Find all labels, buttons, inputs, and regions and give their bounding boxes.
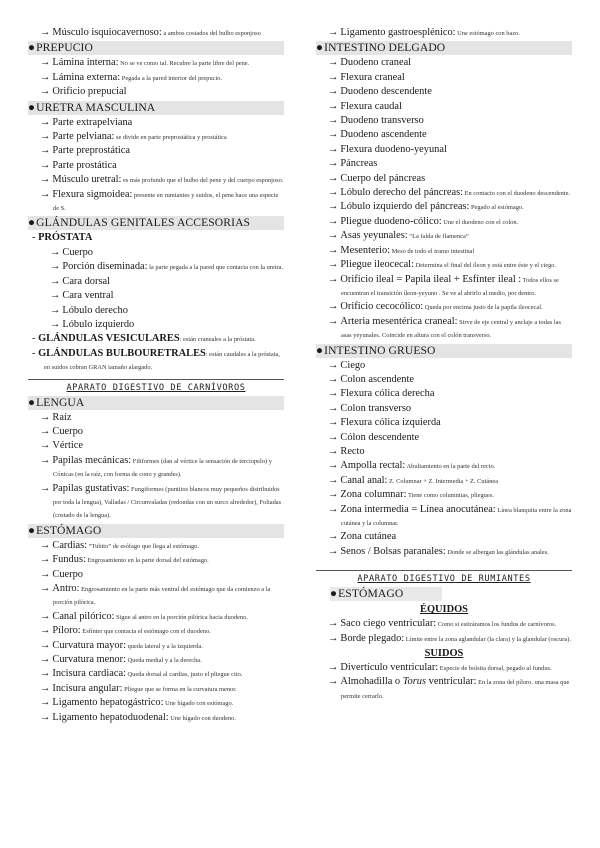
list-item (40, 610, 284, 623)
list-item (40, 411, 284, 424)
list-item (40, 173, 284, 186)
item-term: Flexura cólica izquierda (340, 417, 441, 429)
item-term: Páncreas (340, 158, 378, 170)
item-term: Flexura caudal (340, 100, 402, 112)
left-column (28, 26, 284, 725)
arrow-icon: → (328, 187, 339, 199)
item-term: Incisura angular: (52, 682, 123, 694)
list-item (40, 553, 284, 566)
arrow-icon: → (328, 129, 339, 141)
prepucio-list (28, 56, 284, 98)
list-item (50, 304, 284, 317)
arrow-icon: → (328, 143, 339, 155)
arrow-icon: → (50, 246, 61, 258)
section-header-estomago-rumiantes: ●ESTÓMAGO (330, 587, 442, 601)
item-term: Duodeno transverso (340, 115, 424, 127)
item-term: Asas yeyunales: (340, 230, 408, 242)
item-term: Zona intermedia = Línea anocutánea: (340, 503, 496, 515)
item-term: Parte pelviana: (52, 131, 115, 143)
item-description: Filiformes (dan al vértice la sensación de terciopelo) y Cónicas (en la raíz, con forma de cono y grandes). (53, 457, 272, 479)
item-description: Meso de todo el tramo intestinal (390, 247, 475, 255)
arrow-icon: → (40, 159, 51, 171)
item-term: Lóbulo izquierdo (62, 318, 135, 330)
list-item (328, 143, 572, 156)
arrow-icon: → (328, 618, 339, 630)
list-item (40, 454, 284, 481)
list-item (40, 439, 284, 452)
item-term: Arteria mesentérica craneal: (340, 315, 458, 327)
arrow-icon: → (328, 315, 339, 327)
list-item (328, 445, 572, 458)
arrow-icon: → (40, 568, 51, 580)
item-term: Ligamento hepatogástrico: (52, 697, 164, 709)
list-item (40, 56, 284, 69)
arrow-icon: → (40, 654, 51, 666)
item-term: Incisura cardiaca: (52, 668, 126, 680)
divider-line (316, 570, 572, 571)
item-term: Vértice (52, 440, 83, 452)
list-item (328, 474, 572, 487)
item-term: Flexura duodeno-yeyunal (340, 143, 447, 155)
section-header-lengua: ●LENGUA (28, 396, 284, 410)
arrow-icon: → (40, 57, 51, 69)
item-term: Recto (340, 445, 365, 457)
arrow-icon: → (328, 662, 339, 674)
item-term: Duodeno craneal (340, 57, 412, 69)
item-description: queda lateral y a la izquierda. (125, 642, 203, 650)
section-header-glandulas: ●GLÁNDULAS GENITALES ACCESORIAS (28, 216, 284, 230)
arrow-icon: → (328, 545, 339, 557)
item-term: Canal anal: (340, 474, 388, 486)
arrow-icon: → (328, 474, 339, 486)
item-term: Antro: (52, 583, 80, 594)
item-description: Abultamiento en la parte del recto. (405, 463, 496, 471)
item-description: Une estómago con bazo. (455, 30, 520, 37)
item-term: Cuerpo (52, 425, 83, 437)
item-description: Donde se albergan las glándulas anales. (445, 548, 549, 556)
list-item (328, 315, 572, 342)
arrow-icon: → (50, 275, 61, 287)
item-description: es más profundo que el bulbo del pene y del cuerpo esponjoso. (121, 177, 284, 185)
arrow-icon: → (328, 632, 339, 644)
lengua-list (28, 411, 284, 522)
list-item (328, 172, 572, 185)
item-term: Cardias: (52, 539, 88, 551)
list-item (328, 617, 572, 630)
item-term: Músculo uretral: (52, 174, 122, 186)
list-item (40, 425, 284, 438)
arrow-icon: → (40, 554, 51, 566)
arrow-icon: → (328, 445, 339, 457)
arrow-icon: → (50, 290, 61, 302)
list-item (328, 229, 572, 242)
list-item (40, 639, 284, 652)
list-item: → Almohadilla o Torus ventricular: En la zona del píloro. una masa que permite cerrarlo. (328, 676, 570, 700)
item-description: Pegado al estómago. (469, 204, 524, 212)
list-item (328, 157, 572, 170)
arrow-icon: → (328, 359, 339, 371)
item-term: Cuerpo del páncreas (340, 172, 426, 184)
item-term: Saco ciego ventricular: (340, 618, 437, 630)
arrow-icon: → (328, 460, 339, 472)
item-term: Cólon descendente (340, 431, 420, 443)
item-term: Parte preprostática (52, 145, 130, 157)
item-description: Engrosamiento en la parte dorsal del estómago. (85, 557, 209, 565)
list-item (328, 402, 572, 415)
arrow-icon: → (328, 115, 339, 127)
list-item (328, 100, 572, 113)
item-description: Queda dorsal al cardias, justo el pliegue cito. (125, 671, 243, 679)
item-term: Parte extrapelviana (52, 116, 133, 128)
intestino-grueso-list (316, 359, 572, 559)
list-item (50, 260, 284, 273)
arrow-icon: → (40, 71, 51, 83)
list-item (40, 159, 284, 172)
section-header-uretra: ●URETRA MASCULINA (28, 101, 284, 115)
item-term: Duodeno ascendente (340, 129, 427, 141)
arrow-icon: → (40, 188, 51, 200)
item-description: No se ve como tal. Recubre la parte libre del pene. (118, 60, 250, 68)
arrow-icon: → (328, 402, 339, 414)
arrow-icon: → (328, 273, 339, 285)
arrow-icon: → (328, 230, 339, 242)
list-item (328, 431, 572, 444)
rumiantes-title: APARATO DIGESTIVO DE RUMIANTES (357, 574, 531, 585)
arrow-icon: → (40, 145, 51, 157)
list-item (328, 71, 572, 84)
list-item (328, 300, 572, 313)
arrow-icon: → (40, 131, 51, 143)
arrow-icon: → (328, 301, 339, 313)
item-description: Todos ellos se encuentran el transición íleon-yeyuno . Se ve al abrirlo al medio, por dentro. (341, 276, 559, 297)
list-item (40, 26, 284, 39)
prostata-list (28, 246, 284, 331)
item-term: Porción diseminada: (62, 261, 148, 273)
arrow-icon: → (328, 215, 339, 227)
arrow-icon: → (40, 116, 51, 128)
item-term: Senos / Bolsas paranales: (340, 545, 446, 557)
right-continuation-list (316, 26, 572, 39)
estomago-list (28, 539, 284, 724)
item-description: Une hígado con estómago. (163, 700, 234, 708)
arrow-icon: → (40, 697, 51, 709)
arrow-icon: → (40, 711, 51, 723)
item-term: Borde plegado: (340, 632, 405, 644)
divider-line (28, 379, 284, 380)
item-description: a ambos costados del bulbo esponjoso (161, 30, 261, 37)
item-term: Papilas mecánicas: (52, 454, 132, 466)
list-item (40, 653, 284, 666)
suidos-subheading: SUIDOS (424, 648, 464, 660)
item-term: Flexura craneal (340, 71, 405, 83)
section-header-intestino-delgado: ●INTESTINO DELGADO (316, 41, 572, 55)
item-term: Ampolla rectal: (340, 460, 406, 472)
arrow-icon: → (328, 503, 339, 515)
list-item (40, 682, 284, 695)
arrow-icon: → (40, 668, 51, 680)
item-term: Fundus: (52, 554, 86, 566)
list-item (328, 56, 572, 69)
list-item (328, 200, 572, 213)
arrow-icon: → (328, 172, 339, 184)
item-term: Colon ascendente (340, 373, 414, 385)
arrow-icon: → (328, 27, 339, 38)
item-description: Une el duodeno con el colon. (441, 218, 519, 226)
arrow-icon: → (40, 86, 51, 98)
arrow-icon: → (328, 100, 339, 112)
list-item (40, 144, 284, 157)
item-term: Lóbulo derecho (62, 304, 128, 316)
item-description: Z. Columnar + Z. Intermedia + Z. Cutánea (387, 477, 499, 485)
list-item (328, 387, 572, 400)
arrow-icon: → (40, 440, 51, 452)
list-item (328, 215, 572, 228)
item-term: Zona columnar: (340, 489, 407, 501)
item-description: Pegada a la pared interior del prepucio. (120, 74, 223, 82)
list-item (328, 244, 572, 257)
item-description: Tiene como columnitas, pliegues. (406, 492, 494, 500)
item-term: Pliegue ileocecal: (340, 259, 414, 271)
section-header-estomago: ●ESTÓMAGO (28, 524, 284, 538)
list-item (40, 582, 284, 609)
item-term: Cara dorsal (62, 275, 110, 287)
item-term: Canal pilórico: (52, 610, 115, 622)
list-item (40, 539, 284, 552)
list-item (40, 711, 284, 724)
equidos-list (316, 617, 572, 645)
item-description: Sirve de eje central y anclaje a todas las asas yeyunales. Coincide en altura con el colón transverso. (341, 318, 561, 340)
arrow-icon: → (328, 489, 339, 501)
arrow-icon: → (328, 158, 339, 170)
item-term: Curvatura mayor: (52, 639, 126, 651)
list-item (40, 624, 284, 637)
arrow-icon: → (40, 27, 51, 38)
arrow-icon: → (328, 373, 339, 385)
item-term: Parte prostática (52, 159, 117, 171)
item-term: Divertículo ventricular: (340, 662, 439, 674)
list-item (40, 188, 284, 215)
list-item (328, 359, 572, 372)
item-term: Lámina externa: (52, 71, 121, 83)
list-item (328, 373, 572, 386)
arrow-icon: → (40, 682, 51, 694)
arrow-icon: → (328, 201, 339, 213)
item-description: Esfínter que contacta el estómago con el duodeno. (80, 628, 211, 636)
arrow-icon: → (40, 610, 51, 622)
list-item (328, 26, 572, 39)
section-header-intestino-grueso: ●INTESTINO GRUESO (316, 344, 572, 358)
item-description: Límite entre la zona aglandular (la clara) y la glandular (oscura). (404, 635, 571, 643)
list-item (328, 530, 572, 543)
list-item (40, 482, 284, 522)
list-item (328, 114, 572, 127)
list-item (40, 568, 284, 581)
item-term: Píloro: (52, 625, 81, 637)
item-term: Papilas gustativas: (52, 482, 130, 494)
list-item (50, 246, 284, 259)
item-description: se divide en parte preprostática y prostática (114, 134, 227, 142)
carnivoros-title: APARATO DIGESTIVO DE CARNÍVOROS (66, 382, 246, 393)
item-term: Cuerpo (62, 246, 93, 258)
list-item (328, 661, 572, 674)
prostata-heading: - PRÓSTATA (32, 232, 93, 244)
item-term: Músculo isquiocavernoso: (52, 27, 162, 38)
item-description: Especie de bolsita dorsal, pegado al fundus. (438, 665, 552, 673)
list-item (328, 85, 572, 98)
intestino-delgado-list (316, 56, 572, 341)
item-description: Engrosamiento en la parte más ventral del estómago que da comienzo a la porción pilórica. (53, 586, 271, 607)
item-description: Como si estiráramos los fundus de carnívoros. (436, 621, 557, 629)
item-description: “Tubito” de esófago que llega al estómago. (87, 542, 199, 550)
item-term: Cuerpo (52, 568, 83, 580)
arrow-icon: → (40, 625, 51, 637)
item-description: Queda por encima justo de la papila ileocecal. (423, 304, 543, 312)
right-column (316, 26, 572, 703)
item-term: Lóbulo derecho del páncreas: (340, 187, 464, 199)
arrow-icon: → (328, 417, 339, 429)
item-term: Pliegue duodeno-cólico: (340, 215, 442, 227)
list-item (50, 318, 284, 331)
uretra-list (28, 116, 284, 215)
item-term: Orificio prepucial (52, 86, 127, 98)
arrow-icon: → (328, 531, 339, 543)
item-term: Mesenterio: (340, 244, 391, 256)
list-item (50, 289, 284, 302)
arrow-icon: → (40, 425, 51, 437)
item-term: Ciego (340, 359, 366, 371)
equidos-subheading: ÉQUIDOS (420, 604, 468, 616)
item-term: Lóbulo izquierdo del páncreas: (340, 201, 470, 213)
item-term: Zona cutánea (340, 531, 397, 543)
arrow-icon: → (40, 411, 51, 423)
arrow-icon: → (40, 539, 51, 551)
arrow-icon: → (40, 454, 51, 466)
list-item (40, 130, 284, 143)
arrow-icon: → (328, 388, 339, 400)
item-description: Fungiformes (puntitos blancos muy pequeños distribuidos por toda la lengua), Valladas / Circunvaladas (redondas con un surco alrededor), Foliadas (costado de la lengua). (53, 485, 282, 520)
list-item (328, 632, 572, 645)
item-term: Ligamento hepatoduodenal: (52, 711, 169, 723)
arrow-icon: → (50, 318, 61, 330)
list-item (40, 696, 284, 709)
vesiculares-item: - GLÁNDULAS VESICULARES: están craneales a la próstata. (32, 333, 256, 345)
left-continuation-list (28, 26, 284, 39)
list-item (328, 459, 572, 472)
item-term: Cara ventral (62, 290, 114, 302)
suidos-list (316, 661, 572, 674)
section-header-prepucio: ●PREPUCIO (28, 41, 284, 55)
bulbouretrales-item: - GLÁNDULAS BULBOURETRALES: están caudales a la próstata, en suidos cobran GRAN tamaño alargado. (32, 347, 280, 372)
arrow-icon: → (328, 71, 339, 83)
list-item (328, 503, 572, 530)
item-term: Curvatura menor: (52, 654, 126, 666)
item-term: Flexura cólica derecha (340, 388, 435, 400)
arrow-icon: → (50, 304, 61, 316)
arrow-icon: → (50, 261, 61, 273)
list-item (40, 71, 284, 84)
arrow-icon: → (328, 431, 339, 443)
list-item (328, 186, 572, 199)
item-term: Ligamento gastroesplénico: (340, 27, 456, 38)
list-item (328, 416, 572, 429)
arrow-icon: → (328, 259, 339, 271)
item-description: Pliegue que se forma en la curvatura menor. (122, 685, 237, 693)
item-term: Flexura sigmoidea: (52, 188, 133, 200)
list-item (328, 488, 572, 501)
item-term: Orificio ileal = Papila ileal + Esfínter ileal : (340, 273, 522, 285)
item-description: presente en rumiantes y suidos, el pene hace una especie de S. (53, 191, 279, 213)
item-description: Queda medial y a la derecha. (125, 657, 202, 665)
item-description: “La falda de flamenca” (407, 233, 469, 241)
arrow-icon: → (40, 639, 51, 651)
item-description: Sigue al antro en la porción pilórica hacia duodeno. (114, 613, 248, 621)
list-item (50, 275, 284, 288)
item-description: Determina el final del íleon y está entre éste y el ciego. (413, 262, 557, 270)
item-description: Une hígado con duodeno. (168, 714, 236, 722)
item-term: Duodeno descendente (340, 86, 432, 98)
list-item (40, 667, 284, 680)
arrow-icon: → (40, 482, 51, 494)
arrow-icon: → (40, 583, 51, 594)
item-term: Lámina interna: (52, 57, 119, 69)
item-description: la parte pegada a la pared que contacta con la uretra. (147, 264, 284, 272)
list-item (40, 85, 284, 98)
item-term: Colon transverso (340, 402, 412, 414)
list-item (328, 545, 572, 558)
arrow-icon: → (328, 57, 339, 69)
item-description: En contacto con el duodeno descendente. (463, 190, 571, 198)
arrow-icon: → (328, 86, 339, 98)
item-term: Raíz (52, 411, 72, 423)
list-item (328, 273, 572, 300)
list-item (40, 116, 284, 129)
item-term: Orificio cecocólico: (340, 301, 424, 313)
item-description: Línea blanquita entre la zona cutánea y la columnar. (341, 506, 572, 527)
arrow-icon: → (328, 244, 339, 256)
list-item (328, 128, 572, 141)
list-item (328, 258, 572, 271)
arrow-icon: → (40, 174, 51, 186)
